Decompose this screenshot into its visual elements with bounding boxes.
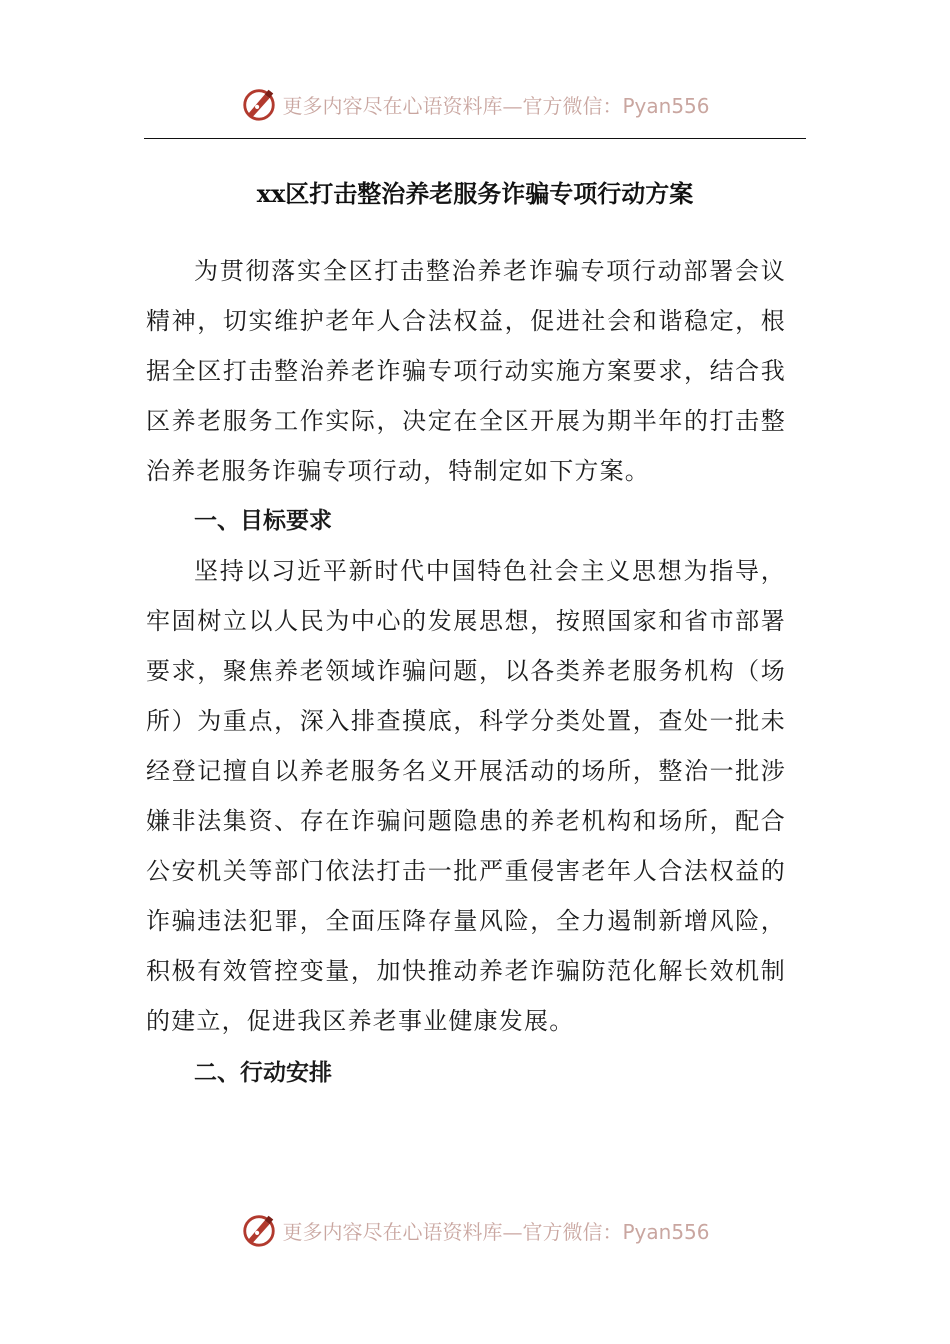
pen-logo-icon: [240, 85, 278, 123]
document-body: [146, 246, 786, 1098]
footer-watermark: [0, 1208, 950, 1252]
goals-paragraph: 坚持以习近平新时代中国特色社会主义思想为指导，牢固树立以人民为中心的发展思想，按照国家和省市部署要求，聚焦养老领域诈骗问题，以各类养老服务机构（场所）为重点，深入排查摸底，科学分类处置，查处一批未经登记擅自以养老服务名义开展活动的场所，整治一批涉嫌非法集资、存在诈骗问题隐患的养老机构和场所，配合公安机关等部门依法打击一批严重侵害老年人合法权益的诈骗违法犯罪，全面压降存量风险，全力遏制新增风险，积极有效管控变量，加快推动养老诈骗防范化解长效机制的建立，促进我区养老事业健康发展。: [146, 557, 786, 1035]
header-watermark: [0, 82, 950, 126]
intro-paragraph: 为贯彻落实全区打击整治养老诈骗专项行动部署会议精神，切实维护老年人合法权益，促进社会和谐稳定，根据全区打击整治养老诈骗专项行动实施方案要求，结合我区养老服务工作实际，决定在全区开展为期半年的打击整治养老服务诈骗专项行动，特制定如下方案。: [146, 257, 786, 485]
document-title: xx区打击整治养老服务诈骗专项行动方案: [256, 179, 694, 208]
pen-logo-icon: [240, 1211, 278, 1249]
header-rule: [144, 138, 806, 139]
section-heading-arrangements: 二、行动安排: [194, 1060, 332, 1086]
section-heading-goals: 一、目标要求: [194, 508, 332, 534]
wechat-id: Pyan556: [622, 1219, 710, 1244]
wechat-id: Pyan556: [622, 93, 710, 118]
watermark-text: 更多内容尽在心语资料库—官方微信：Pyan556: [282, 1219, 710, 1244]
watermark-text: 更多内容尽在心语资料库—官方微信：Pyan556: [282, 93, 710, 118]
